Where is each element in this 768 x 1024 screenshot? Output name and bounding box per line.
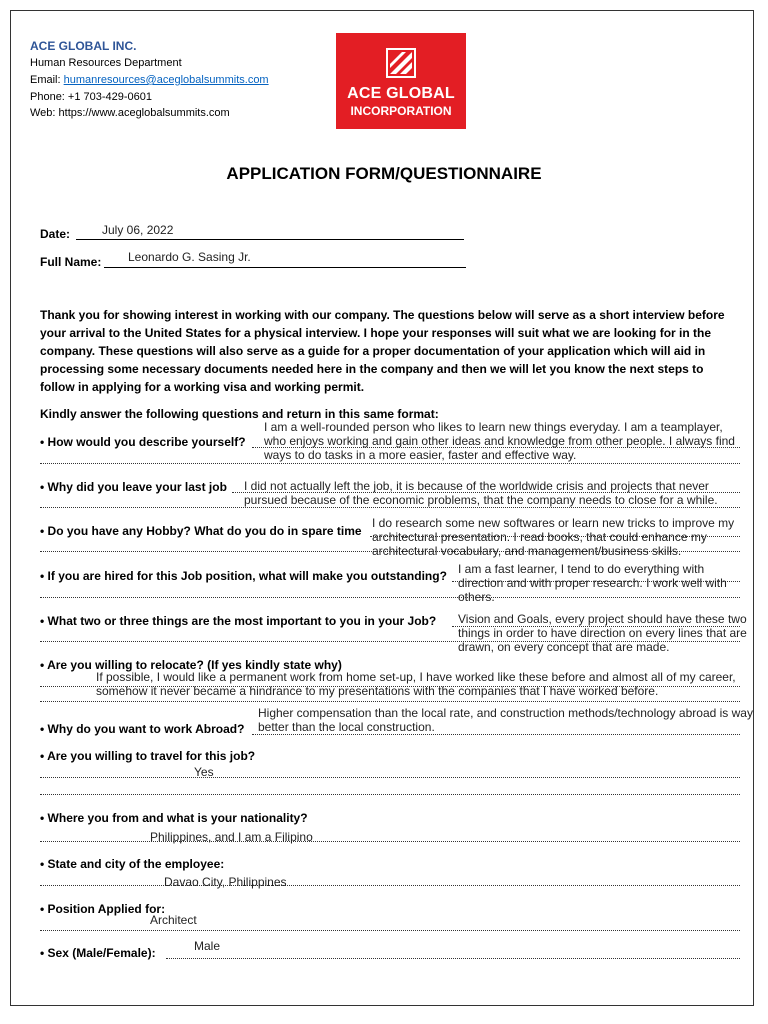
full-name-underline — [104, 267, 466, 268]
email-link[interactable]: humanresources@aceglobalsummits.com — [63, 74, 269, 86]
question-sex: • Sex (Male/Female): — [40, 946, 156, 960]
answer-travel[interactable]: Yes — [194, 765, 214, 779]
question-relocate: • Are you willing to relocate? (If yes kindly state why) — [40, 658, 342, 672]
question-hobby: • Do you have any Hobby? What do you do in spare time — [40, 524, 362, 538]
answer-sex[interactable]: Male — [194, 939, 221, 953]
date-underline — [76, 239, 464, 240]
full-name-label: Full Name: — [40, 255, 102, 269]
answer-relocate[interactable]: If possible, I would like a permanent work from home set-up, I have worked like these before and almost all of my career, somehow it never became a hindrance to my presentations with the companies that I have worked before. — [96, 670, 736, 698]
answer-line — [40, 701, 740, 702]
answer-leave-last-job[interactable]: I did not actually left the job, it is because of the worldwide crisis and projects that never pursued because of the economic problems, that the company needs to close for a while. — [244, 479, 718, 507]
instruction: Kindly answer the following questions and return in this same format: — [40, 407, 439, 421]
question-position: • Position Applied for: — [40, 902, 166, 916]
answer-outstanding[interactable]: I am a fast learner, I tend to do everything with direction and with proper research. I work well with others. — [458, 562, 727, 604]
logo-line1: ACE GLOBAL — [347, 85, 455, 102]
question-travel: • Are you willing to travel for this job? — [40, 749, 256, 763]
answer-state-city[interactable]: Davao City, Philippines — [164, 875, 287, 889]
logo-line2: INCORPORATION — [350, 104, 452, 118]
answer-nationality[interactable]: Philippines, and I am a Filipino — [150, 830, 313, 844]
question-nationality: • Where you from and what is your nationality? — [40, 811, 308, 825]
form-title: APPLICATION FORM/QUESTIONNAIRE — [226, 164, 542, 183]
answer-line — [40, 930, 740, 931]
email-label: Email: — [30, 74, 64, 86]
question-important-things: • What two or three things are the most important to you in your Job? — [40, 614, 437, 628]
website: Web: https://www.aceglobalsummits.com — [30, 107, 230, 119]
answer-line — [40, 777, 740, 778]
logo-mark-icon — [386, 48, 416, 78]
email-line — [30, 74, 269, 86]
date-label: Date: — [40, 227, 71, 241]
full-name-value[interactable]: Leonardo G. Sasing Jr. — [128, 250, 251, 264]
answer-work-abroad[interactable]: Higher compensation than the local rate, and construction methods/technology abroad is way better than the local construction. — [258, 706, 753, 734]
question-outstanding: • If you are hired for this Job position, what will make you outstanding? — [40, 569, 447, 583]
answer-line — [166, 958, 740, 959]
answer-line — [40, 463, 740, 464]
answer-important-things[interactable]: Vision and Goals, every project should have these two things in order to have direction on every lines that are drawn, on every concept that are made. — [458, 612, 747, 654]
answer-hobby[interactable]: I do research some new softwares or learn new tricks to improve my architectural presentation. I read books, that could enhance my architectural vocabulary, and management/business skills. — [372, 516, 735, 558]
department: Human Resources Department — [30, 57, 182, 69]
answer-line — [40, 794, 740, 795]
question-leave-last-job: • Why did you leave your last job — [40, 480, 227, 494]
answer-line — [40, 885, 740, 886]
answer-describe-yourself[interactable]: I am a well-rounded person who likes to learn new things everyday. I am a teamplayer, who enjoys working and gain other ideas and knowledge from other people. I always find ways to do tasks in a more easier, faster and effective way. — [264, 420, 735, 462]
date-value[interactable]: July 06, 2022 — [102, 223, 174, 237]
answer-line — [40, 507, 740, 508]
question-describe-yourself: • How would you describe yourself? — [40, 435, 246, 449]
answer-line — [252, 734, 740, 735]
company-name: ACE GLOBAL INC. — [30, 39, 137, 53]
question-state-city: • State and city of the employee: — [40, 857, 225, 871]
question-work-abroad: • Why do you want to work Abroad? — [40, 722, 245, 736]
phone: Phone: +1 703-429-0601 — [30, 91, 153, 103]
company-logo — [336, 33, 466, 129]
answer-position[interactable]: Architect — [150, 913, 197, 927]
answer-line — [40, 841, 740, 842]
intro-paragraph: Thank you for showing interest in working with our company. The questions below will serve as a short interview before your arrival to the United States for a physical interview. I hope your responses will suit what we are looking for in the company. These questions will also serve as a guide for a proper documentation of your application which will aid in processing some necessary documents needed here in the company and then we will let you know the next steps to follow in applying for a working visa and working permit. — [40, 308, 725, 394]
